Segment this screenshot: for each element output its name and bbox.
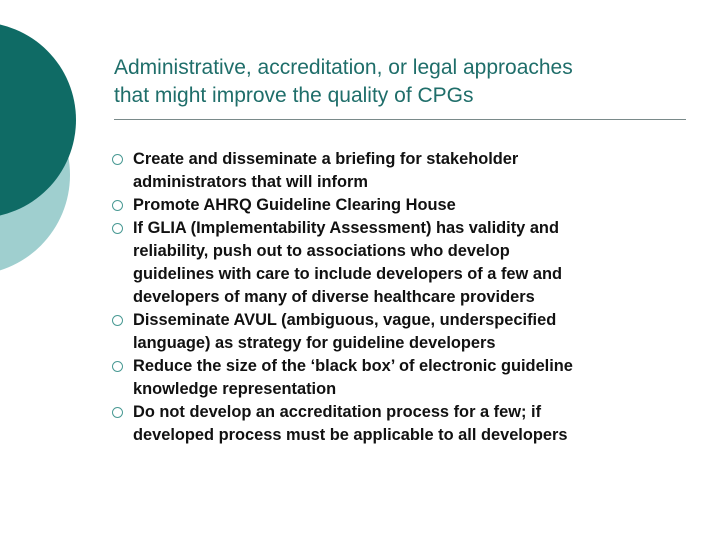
circle-bullet-icon bbox=[112, 407, 123, 418]
circle-bullet-icon bbox=[112, 223, 123, 234]
bullet-text-line: developers of many of diverse healthcare providers bbox=[133, 288, 535, 306]
circle-bullet-icon bbox=[112, 361, 123, 372]
bullet-text-line: developed process must be applicable to all developers bbox=[133, 426, 568, 444]
bullet-text-line: Promote AHRQ Guideline Clearing House bbox=[133, 196, 456, 214]
bullet-text-line: language) as strategy for guideline developers bbox=[133, 334, 496, 352]
bullet-text-line: If GLIA (Implementability Assessment) has validity and bbox=[133, 219, 559, 237]
bullet-item bbox=[112, 217, 712, 309]
bullet-text-line: knowledge representation bbox=[133, 380, 337, 398]
bullet-item bbox=[112, 355, 712, 401]
bullet-text-line: Do not develop an accreditation process for a few; if bbox=[133, 403, 542, 421]
bullet-text-line: guidelines with care to include developers of a few and bbox=[133, 265, 562, 283]
slide-title-line: that might improve the quality of CPGs bbox=[114, 84, 474, 107]
bullet-list bbox=[112, 148, 712, 447]
circle-bullet-icon bbox=[112, 200, 123, 211]
bullet-item bbox=[112, 309, 712, 355]
bullet-text-line: Reduce the size of the ‘black box’ of electronic guideline bbox=[133, 357, 573, 375]
decorative-teal-circles bbox=[0, 0, 120, 300]
bullet-text-line: administrators that will inform bbox=[133, 173, 368, 191]
circle-bullet-icon bbox=[112, 154, 123, 165]
title-divider bbox=[114, 119, 686, 120]
bullet-text-line: reliability, push out to associations who develop bbox=[133, 242, 510, 260]
slide-title bbox=[114, 54, 694, 110]
circle-bullet-icon bbox=[112, 315, 123, 326]
bullet-text-line: Disseminate AVUL (ambiguous, vague, underspecified bbox=[133, 311, 557, 329]
bullet-item bbox=[112, 401, 712, 447]
bullet-item bbox=[112, 194, 712, 217]
bullet-text-line: Create and disseminate a briefing for stakeholder bbox=[133, 150, 519, 168]
bullet-item bbox=[112, 148, 712, 194]
slide-title-line: Administrative, accreditation, or legal approaches bbox=[114, 56, 573, 79]
